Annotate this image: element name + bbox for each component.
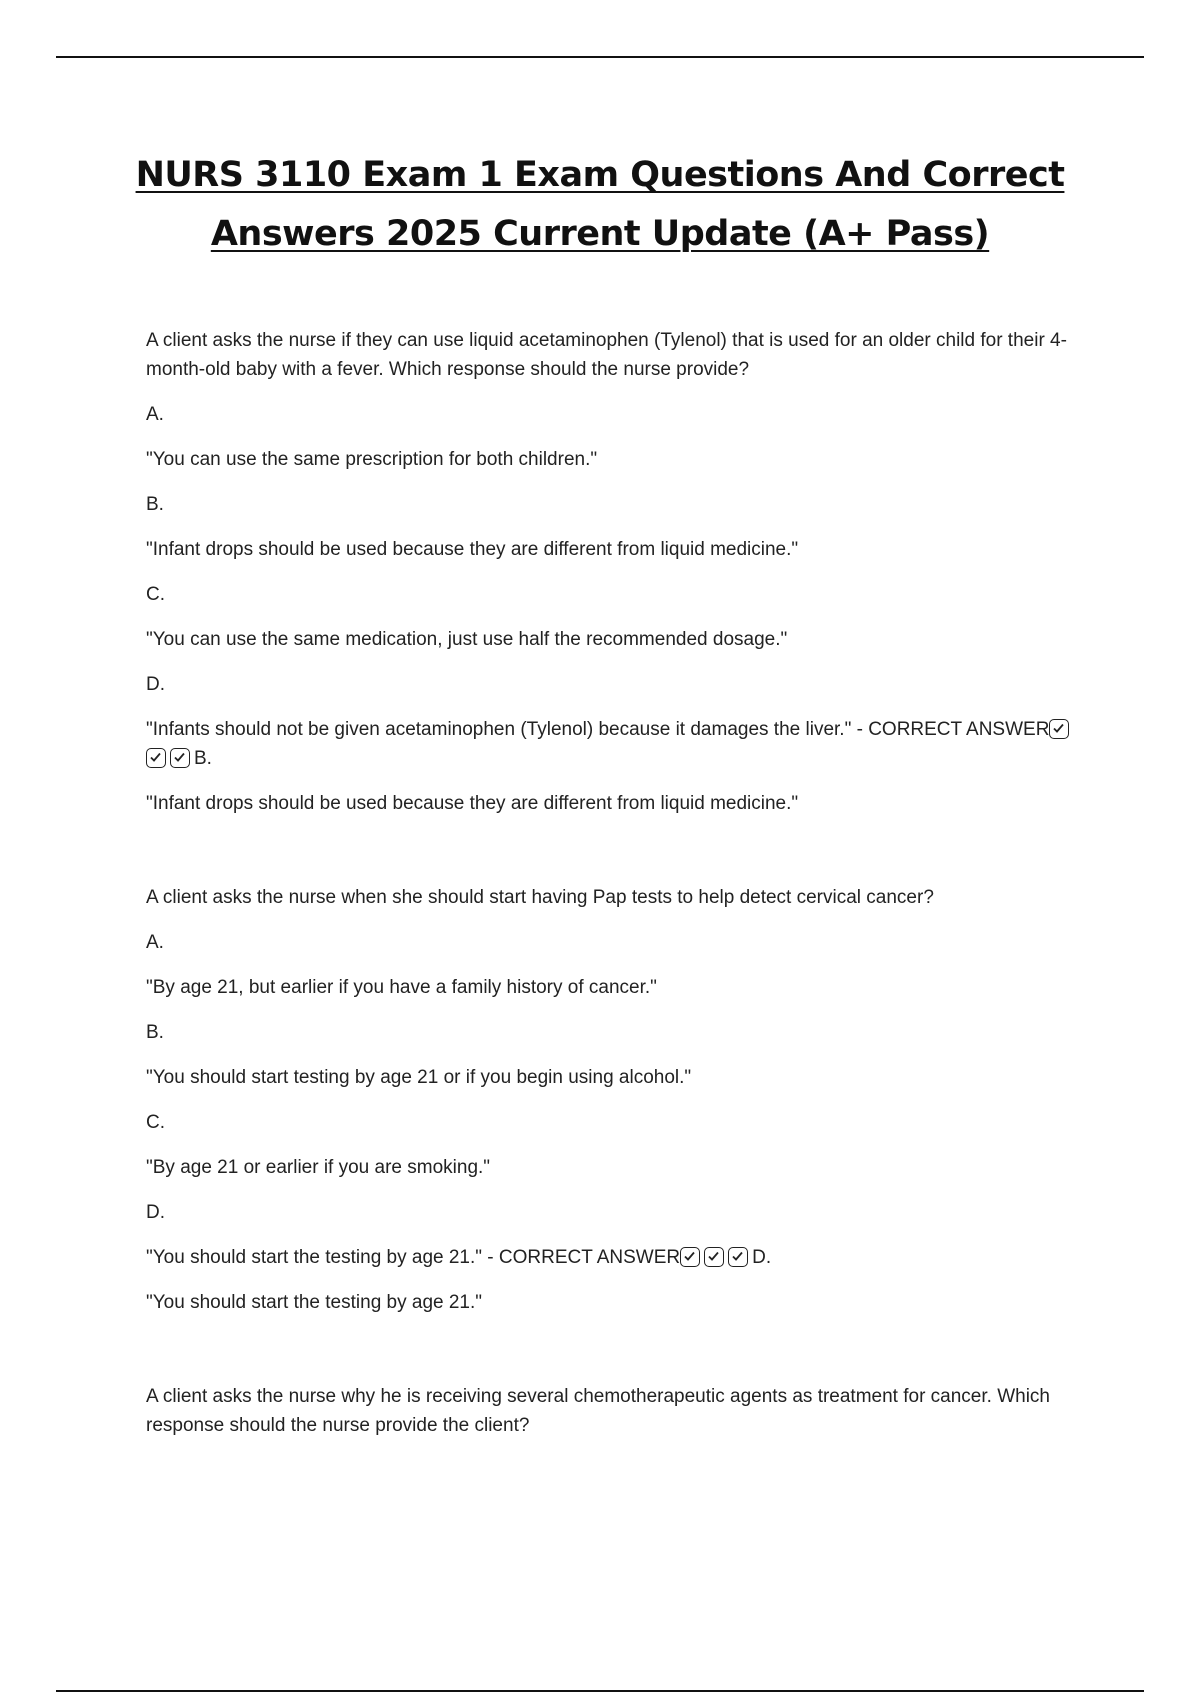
option-text: "You can use the same prescription for both children." <box>146 449 598 470</box>
option-letter: C. <box>146 584 165 605</box>
question-text: A client asks the nurse if they can use liquid acetaminophen (Tylenol) that is used for an older child for their 4-month-old baby with a fever. Which response should the nurse provide? <box>146 330 1067 380</box>
page-title <box>100 146 1100 264</box>
option-letter: D. <box>146 1202 165 1223</box>
check-box-icon <box>1049 719 1069 739</box>
option-letter: D. <box>146 674 165 695</box>
header-rule <box>56 56 1144 58</box>
question-separator <box>146 834 1086 883</box>
answer-letter: D. <box>752 1247 772 1268</box>
option-letter: B. <box>146 1022 164 1043</box>
option-with-answer <box>146 715 1086 773</box>
option-text: "By age 21 or earlier if you are smoking." <box>146 1157 491 1178</box>
option-letter: A. <box>146 932 164 953</box>
answer-text: "Infant drops should be used because they are different from liquid medicine." <box>146 793 799 814</box>
answer-text: "You should start the testing by age 21." <box>146 1292 483 1313</box>
check-box-icon <box>728 1247 748 1267</box>
document-body <box>146 326 1086 1456</box>
title-line-1: NURS 3110 Exam 1 Exam Questions And Correct <box>135 155 1065 195</box>
question-separator <box>146 1333 1086 1382</box>
answer-letter: B. <box>194 748 212 769</box>
option-with-answer <box>146 1243 1086 1272</box>
question-text: A client asks the nurse why he is receiving several chemotherapeutic agents as treatment for cancer. Which response should the nurse provide the client? <box>146 1386 1051 1436</box>
option-letter: C. <box>146 1112 165 1133</box>
check-box-icon <box>170 748 190 768</box>
option-text: "By age 21, but earlier if you have a family history of cancer." <box>146 977 657 998</box>
option-text: "Infant drops should be used because they are different from liquid medicine." <box>146 539 799 560</box>
option-text: "You can use the same medication, just use half the recommended dosage." <box>146 629 788 650</box>
title-line-2: Answers 2025 Current Update (A+ Pass) <box>210 214 990 254</box>
option-letter: A. <box>146 404 164 425</box>
option-letter: B. <box>146 494 164 515</box>
footer-rule <box>56 1690 1144 1692</box>
check-box-icon <box>680 1247 700 1267</box>
option-text: "Infants should not be given acetaminophen (Tylenol) because it damages the liver." - CORRECT ANSWER <box>146 719 1050 740</box>
check-box-icon <box>704 1247 724 1267</box>
check-box-icon <box>146 748 166 768</box>
option-text: "You should start the testing by age 21." - CORRECT ANSWER <box>146 1247 681 1268</box>
question-text: A client asks the nurse when she should start having Pap tests to help detect cervical cancer? <box>146 887 934 908</box>
option-text: "You should start testing by age 21 or if you begin using alcohol." <box>146 1067 692 1088</box>
